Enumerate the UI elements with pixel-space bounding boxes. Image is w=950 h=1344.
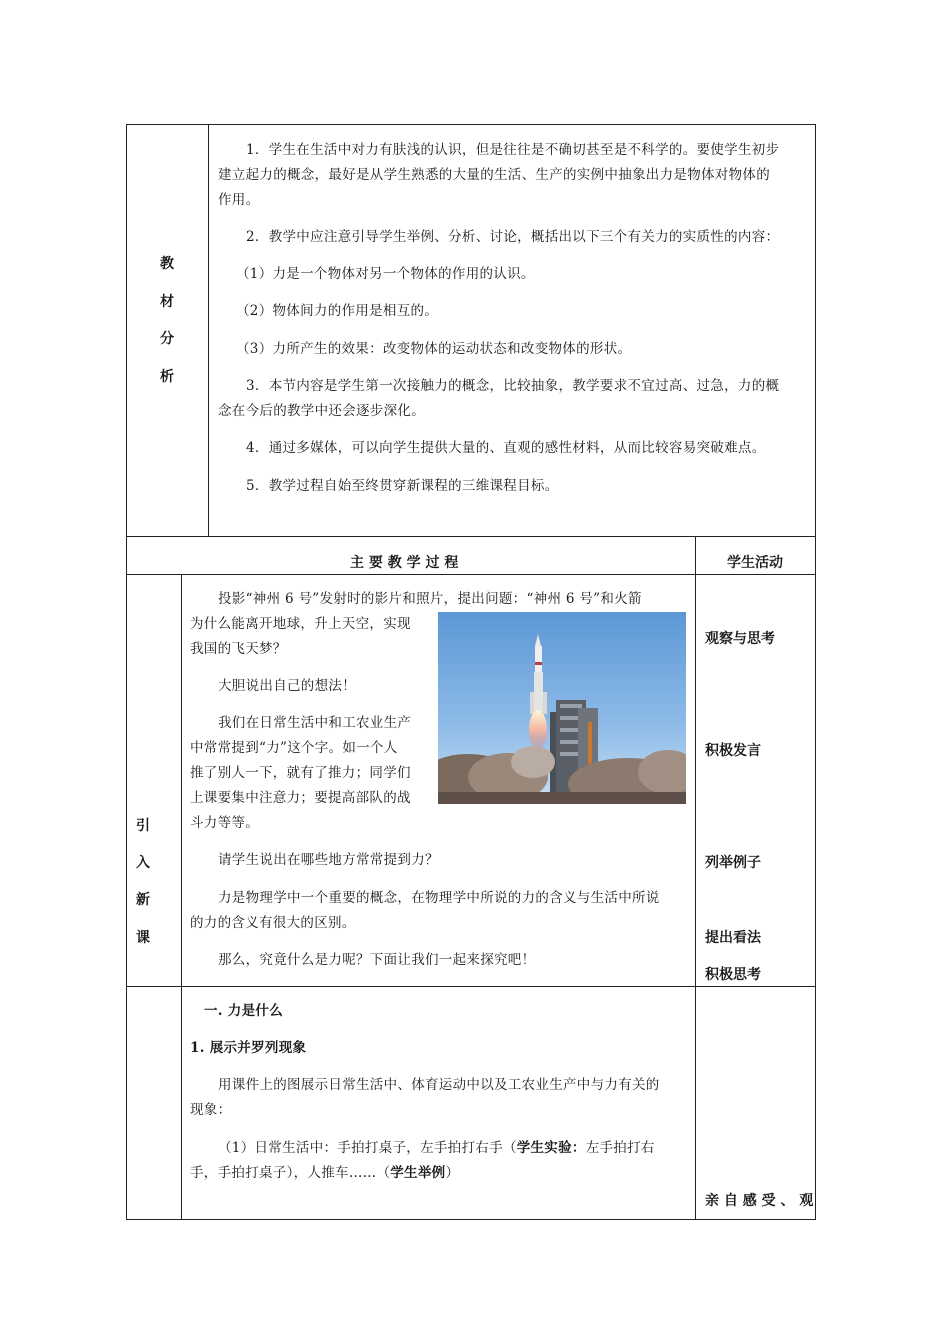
paragraph-line: （2）物体间力的作用是相互的。 [236,303,439,319]
paragraph-line: 为什么能离开地球，升上天空，实现 [190,616,411,632]
paragraph-line: 2．教学中应注意引导学生举例、分析、讨论，概括出以下三个有关力的实质性的内容： [246,229,780,245]
paragraph-line: 力是物理学中一个重要的概念，在物理学中所说的力的含义与生活中所说 [218,890,660,906]
subsection-heading: 1. 展示并罗列现象 [190,1040,307,1056]
paragraph-line [218,1135,655,1161]
paragraph-line: 我们在日常生活中和工农业生产 [218,715,412,731]
activity-observe-think: 观察与思考 [705,631,775,647]
item-text: ） [445,1165,460,1181]
item-emphasis: 学生实验： [516,1140,586,1156]
activity-propose-views: 提出看法 [705,930,761,946]
rocket-launch-photo [438,612,686,804]
item-text: （1）日常生活中：手拍打桌子，左手拍打右手（ [218,1140,517,1156]
paragraph-line: 作用。 [218,192,260,208]
header-main-process: 主 要 教 学 过 程 [350,555,459,571]
section2-bottom [126,986,816,987]
activity-experience: 亲 自 感 受 、 观 [705,1193,814,1209]
section2-label-char: 新 [136,892,150,908]
table-border-left [126,124,127,1220]
activity-speak-up: 积极发言 [705,743,761,759]
header-student-activity: 学生活动 [727,555,783,571]
section1-divider [208,124,209,536]
section1-label-char: 析 [160,369,174,385]
paragraph-line: 那么，究竟什么是力呢？下面让我们一起来探究吧！ [218,952,536,968]
paragraph-line: 现象： [190,1102,232,1118]
paragraph-line: 推了别人一下，就有了推力；同学们 [190,765,411,781]
paragraph-line: 4．通过多媒体，可以向学生提供大量的、直观的感性材料，从而比较容易突破难点。 [246,440,766,456]
paragraph-line: 建立起力的概念，最好是从学生熟悉的大量的生活、生产的实例中抽象出力是物体对物体的 [218,167,770,183]
paragraph-line: 1．学生在生活中对力有肤浅的认识，但是往往是不确切甚至是不科学的。要使学生初步 [246,142,780,158]
paragraph-line: 念在今后的教学中还会逐步深化。 [218,403,425,419]
section1-label-char: 材 [160,294,174,310]
paragraph-line: （1）力是一个物体对另一个物体的作用的认识。 [236,266,535,282]
section-heading: 一. 力是什么 [204,1003,283,1019]
activity-give-examples: 列举例子 [705,855,761,871]
paragraph-line: （3）力所产生的效果：改变物体的运动状态和改变物体的形状。 [236,341,632,357]
table-border-right [815,124,816,1220]
section2-label-char: 课 [136,930,150,946]
section1-label-char: 分 [160,331,174,347]
table-border-bottom [126,1219,816,1220]
table-border-top [126,124,816,125]
paragraph-line: 斗力等等。 [190,815,259,831]
paragraph-line: 5．教学过程自始至终贯穿新课程的三维课程目标。 [246,478,559,494]
section2-label-char: 引 [136,818,150,834]
section2-label-char: 入 [136,855,150,871]
activity-active-thinking: 积极思考 [705,967,761,983]
section1-bottom [126,536,816,537]
header-bottom [126,574,816,575]
paragraph-line: 我国的飞天梦？ [190,641,287,657]
paragraph-line: 上课要集中注意力；要提高部队的战 [190,790,411,806]
paragraph-line: 投影“神州 6 号”发射时的影片和照片，提出问题：“神州 6 号”和火箭 [218,591,642,607]
item-text: 左手拍打右 [585,1140,655,1156]
item-text: 手，手拍打桌子），人推车……（ [190,1165,391,1181]
paragraph-line: 的力的含义有很大的区别。 [190,915,356,931]
paragraph-line: 大胆说出自己的想法！ [218,678,356,694]
item-emphasis: 学生举例 [390,1165,446,1181]
section1-label-char: 教 [160,256,174,272]
paragraph-line: 3．本节内容是学生第一次接触力的概念，比较抽象，教学要求不宜过高、过急，力的概 [246,378,780,394]
paragraph-line: 请学生说出在哪些地方常常提到力？ [218,852,439,868]
header-divider [695,536,696,1220]
paragraph-line: 用课件上的图展示日常生活中、体育运动中以及工农业生产中与力有关的 [218,1077,660,1093]
paragraph-line: 中常常提到“力”这个字。如一个人 [190,740,398,756]
paragraph-line [190,1160,459,1186]
section2-label-divider [181,574,182,1220]
